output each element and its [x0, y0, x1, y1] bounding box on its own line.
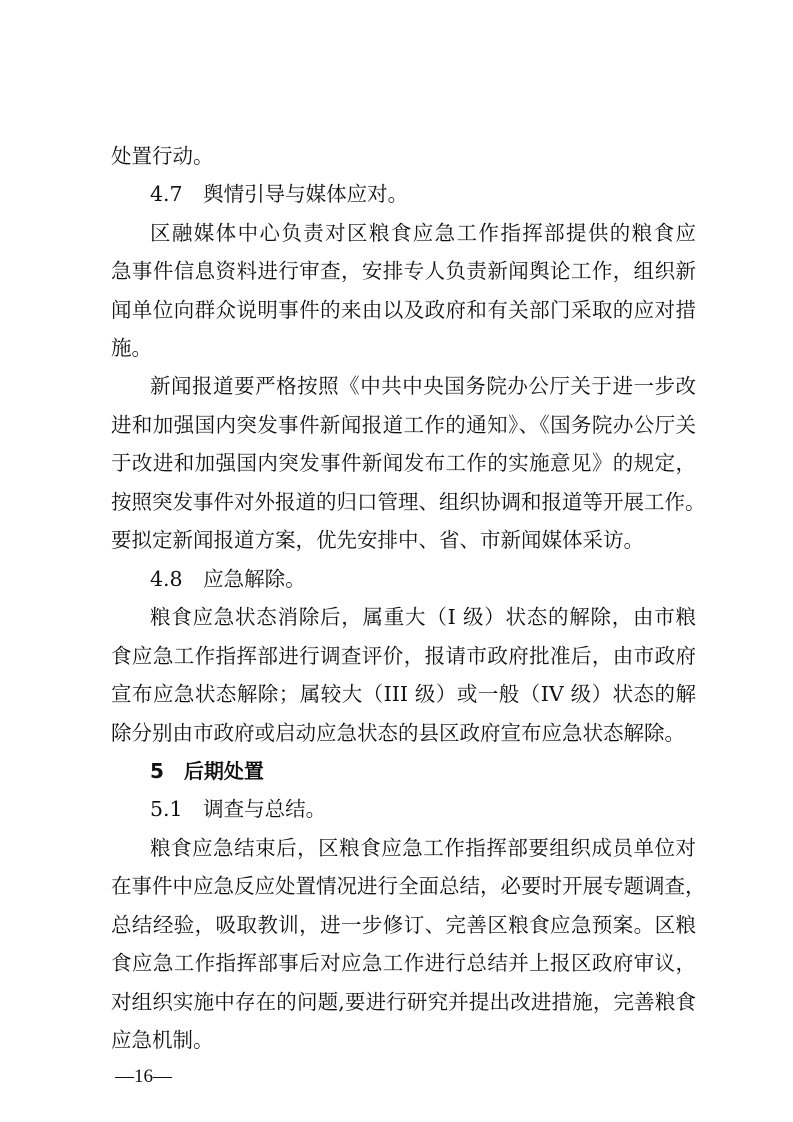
chapter-heading-5: 5 后期处置: [150, 759, 264, 783]
section-heading-4-8: 4.8 应急解除。: [150, 567, 306, 591]
paragraph-line: 要拟定新闻报道方案，优先安排中、省、市新闻媒体采访。: [111, 528, 644, 552]
paragraph-line: 在事件中应急反应处置情况进行全面总结，必要时开展专题调查，: [111, 874, 706, 898]
paragraph-line: 进和加强国内突发事件新闻报道工作的通知》、《国务院办公厅关: [111, 413, 696, 437]
paragraph-line: 急事件信息资料进行审查，安排专人负责新闻舆论工作，组织新: [111, 259, 696, 283]
paragraph-line: 区融媒体中心负责对区粮食应急工作指挥部提供的粮食应: [150, 221, 696, 245]
paragraph-line: 对组织实施中存在的问题,要进行研究并提出改进措施，完善粮食: [111, 990, 696, 1014]
page-number: —16—: [115, 1066, 172, 1087]
text-line: 处置行动。: [111, 144, 214, 168]
paragraph-line: 食应急工作指挥部进行调查评价，报请市政府批准后，由市政府: [111, 644, 696, 668]
paragraph-line: 总结经验，吸取教训，进一步修订、完善区粮食应急预案。区粮: [111, 913, 696, 937]
paragraph-line: 粮食应急状态消除后，属重大（I 级）状态的解除，由市粮: [150, 605, 696, 629]
paragraph-line: 新闻报道要严格按照《中共中央国务院办公厅关于进一步改: [150, 374, 696, 398]
paragraph-line: 于改进和加强国内突发事件新闻发布工作的实施意见》的规定，: [111, 451, 696, 475]
paragraph-line: 除分别由市政府或启动应急状态的县区政府宣布应急状态解除。: [111, 721, 685, 745]
paragraph-line: 应急机制。: [111, 1028, 214, 1052]
section-heading-4-7: 4.7 舆情引导与媒体应对。: [150, 182, 409, 206]
paragraph-line: 按照突发事件对外报道的归口管理、组织协调和报道等开展工作。: [111, 490, 706, 514]
paragraph-line: 闻单位向群众说明事件的来由以及政府和有关部门采取的应对措: [111, 298, 696, 322]
paragraph-line: 食应急工作指挥部事后对应急工作进行总结并上报区政府审议，: [111, 951, 696, 975]
paragraph-line: 宣布应急状态解除；属较大（III 级）或一般（IV 级）状态的解: [111, 682, 696, 706]
paragraph-line: 施。: [111, 336, 152, 360]
section-heading-5-1: 5.1 调查与总结。: [150, 797, 327, 821]
paragraph-line: 粮食应急结束后，区粮食应急工作指挥部要组织成员单位对: [150, 836, 696, 860]
